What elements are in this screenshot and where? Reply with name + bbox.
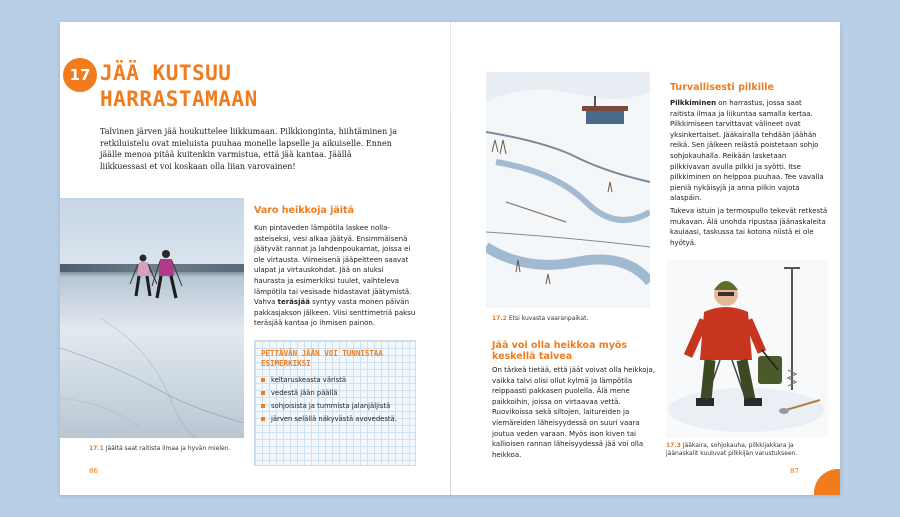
bullet-icon [261,417,265,421]
photo-caption-text: Jäältä saat raitista ilmaa ja hyvän mielen. [105,445,231,452]
ice-fisher-drawing [666,260,828,438]
chapter-number: 17 [69,66,91,84]
fisher-caption-text: Jääkaira, sohjokauha, pilkkijakkara ja jäänaskalit kuuluvat pilkkijän varustukseen. [666,442,798,457]
section-midwinter-ice-body: On tärkeä tietää, että jäät voivat olla heikkoja, vaikka talvi olisi ollut kylmä ja lämpötila reippaasti pakkasen puolella. Älä mene paikkoihin, joissa on virtaavaa vettä. Ruovikoissa sekä siltojen, laitureiden ja viemäreiden läheisyydessä on suuri vaara joutua veden varaan. Myös ison kiven tai kallioisen rannan läheisyydessä jää voi olla heikkoa. [492,366,656,459]
chapter-intro: Talvinen järven jää houkuttelee liikkumaan. Pilkkionginta, hiihtäminen ja retkiluistelu ovat mieluista puuhaa monelle lapselle ja aikuiselle. Ennen jäälle menoa pitää kuitenkin varmistua, että jää kantaa. Jäällä liikkuessasi et voi koskaan olla liian varovainen! [100,127,398,171]
list-item [261,401,411,411]
lake-hazards-illustration [486,72,650,308]
section-midwinter-ice-title: Jää voi olla heikkoa myös keskellä talvea [492,340,628,362]
section-ice-fishing-body-2: Tukeva istuin ja termospullo tekevät retkestä mukavan. Älä unohda ripustaa jäänaskaleita kaulaasi, taskussa tai kotona niistä ei ole hyötyä. [670,207,828,247]
ice-signs-list [261,375,411,427]
section-weak-ice-text-2: syntyy vasta monen päivän pakkasjakson jälkeen. Viisi senttimetriä paksu teräsjää kantaa jo ihmisen painon. [254,298,416,328]
ice-fisher-illustration [666,260,828,438]
chapter-title [100,60,330,112]
skaters-illustration [60,198,244,438]
page-number-left: 86 [89,467,98,475]
hazards-caption-number: 17.2 [492,315,507,322]
page-number-right: 87 [790,467,799,475]
hazards-caption-text: Etsi kuvasta vaaranpaikat. [508,315,589,322]
chapter-number-badge [63,58,97,92]
section-weak-ice-text-1: Kun pintaveden lämpötila laskee nolla-asteiseksi, vesi alkaa jäätyä. Ensimmäisenä jäätyvät rannat ja lahdenpoukamat, joissa ei ole virtausta. Viimeisenä jääpeitteen saavat ulapat ja virtauskohdat. Jää on aluksi haurasta ja esimerkiksi tuulet, vaihteleva lämpötila tai vesisade hidastavat jäätymistä. Vahva [254,224,412,307]
ice-signs-title: PETTÄVÄN JÄÄN VOI TUNNISTAA ESIMERKIKSI [261,349,383,368]
chapter-title-line-1: JÄÄ KUTSUU [100,61,232,85]
section-weak-ice-bold: teräsjää [277,298,310,307]
bullet-icon [261,391,265,395]
section-ice-fishing-bold: Pilkkiminen [670,99,717,107]
section-ice-fishing-text: on harrastus, jossa saat raitista ilmaa ja liikuntaa samalla kertaa. Pilkkimiseen tarvittavat välineet ovat yksinkertaiset. Jääkairalla tehdään jäähän reikä. Sen jälkeen reiästä poistetaan sohjo sohjokauhalla. Reikään lasketaan pilkkivavan avulla pilkki ja syötti. Itse pilkkiminen on helppoa puuhaa. Tee vavalla pieniä nykäisyjä ja anna pilkin vajota alaspäin. [670,99,824,203]
list-item-text: järven selällä näkyvästä avovedestä. [271,415,397,423]
list-item [261,388,411,398]
bullet-icon [261,378,265,382]
section-weak-ice-title: Varo heikkoja jäitä [254,205,354,216]
corner-decoration [814,469,840,495]
ice-signs-box [254,340,416,466]
book-spread [60,22,840,495]
bullet-icon [261,404,265,408]
list-item [261,414,411,424]
book-gutter [450,22,451,495]
lake-hazards-drawing [486,72,650,308]
chapter-title-line-2: HARRASTAMAAN [100,87,258,111]
section-ice-fishing-body [670,98,828,204]
illustration-caption-fisher [666,442,826,458]
photo-caption [89,445,269,453]
list-item-text: vedestä jään päällä [271,389,338,397]
photo-caption-number: 17.1 [89,445,104,452]
section-ice-fishing-title: Turvallisesti pilkille [670,82,774,93]
illustration-caption-hazards [492,315,652,323]
fisher-caption-number: 17.3 [666,442,681,449]
list-item-text: sohjoisista ja tummista jalanjäljistä [271,402,391,410]
list-item-text: keltaruskeasta väristä [271,376,347,384]
list-item [261,375,411,385]
section-weak-ice-body [254,223,416,329]
skaters-photo [60,198,244,438]
